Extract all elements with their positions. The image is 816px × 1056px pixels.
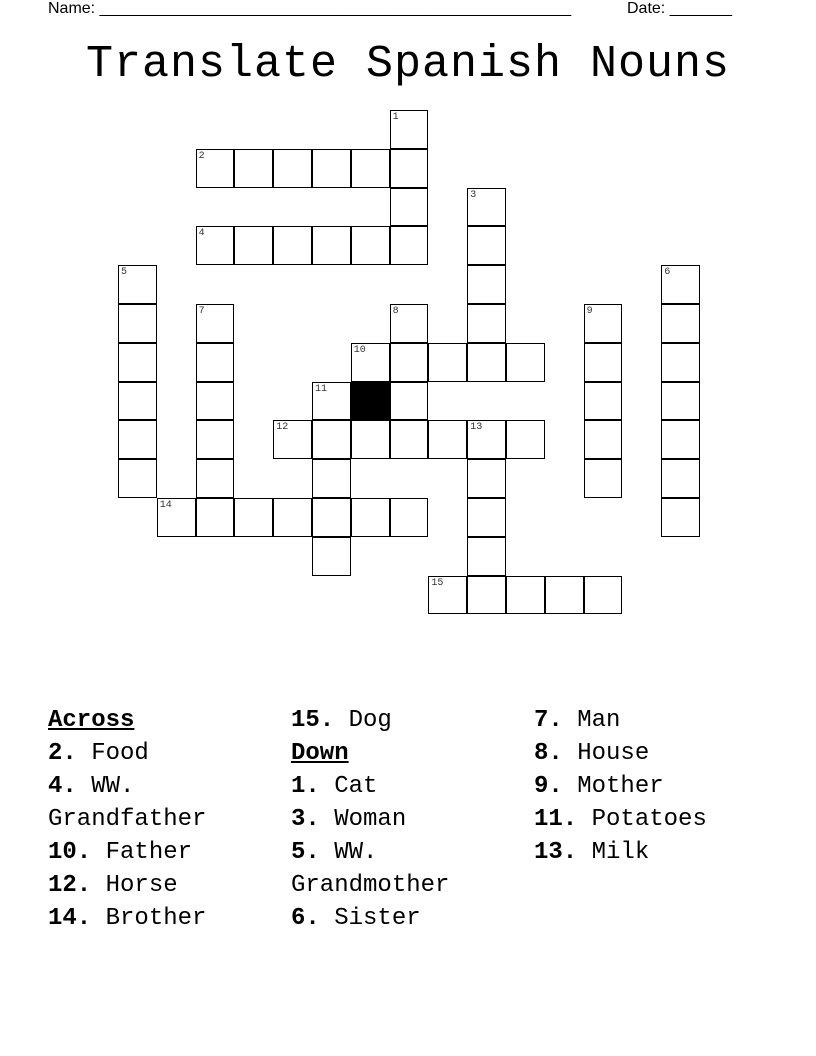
down-clue [291, 902, 526, 935]
puzzle-title: Translate Spanish Nouns [85, 39, 731, 90]
down-clue [534, 737, 774, 770]
grid-cell[interactable] [390, 343, 429, 382]
clue-text: Milk [577, 839, 650, 866]
cell-number: 8 [392, 306, 399, 317]
grid-cell[interactable] [584, 343, 623, 382]
grid-cell[interactable] [118, 420, 157, 459]
clue-text: Father [91, 839, 193, 866]
across-clue [48, 737, 283, 770]
grid-cell[interactable] [390, 110, 429, 149]
grid-cell[interactable] [234, 498, 273, 537]
grid-cell[interactable] [467, 343, 506, 382]
down-clue [291, 770, 526, 803]
clue-number: 8. [534, 740, 563, 767]
grid-cell[interactable] [584, 576, 623, 615]
grid-cell[interactable] [390, 382, 429, 421]
across-clue [48, 902, 283, 935]
grid-cell[interactable] [467, 304, 506, 343]
grid-cell[interactable] [506, 576, 545, 615]
grid-cell[interactable] [661, 343, 700, 382]
grid-cell[interactable] [312, 459, 351, 498]
clue-text: Man [562, 707, 621, 734]
clue-number: 7. [534, 707, 563, 734]
grid-cell[interactable] [661, 420, 700, 459]
grid-cell[interactable] [196, 226, 235, 265]
across-heading: Across [48, 707, 135, 734]
clue-text: Mother [562, 773, 664, 800]
grid-cell[interactable] [312, 498, 351, 537]
grid-cell[interactable] [273, 149, 312, 188]
grid-cell[interactable] [312, 382, 351, 421]
cell-number: 4 [198, 228, 205, 240]
grid-cell[interactable] [428, 420, 467, 459]
clue-text: Food [76, 740, 149, 767]
grid-cell[interactable] [467, 537, 506, 576]
grid-cell[interactable] [661, 304, 700, 343]
grid-cell[interactable] [390, 188, 429, 227]
grid-cell[interactable] [118, 265, 157, 304]
grid-cell[interactable] [506, 420, 545, 459]
grid-cell[interactable] [661, 498, 700, 537]
grid-cell[interactable] [273, 498, 312, 537]
down-clue [534, 704, 774, 737]
clue-text: Potatoes [577, 806, 707, 833]
cell-number: 15 [431, 577, 444, 589]
clue-text: Sister [319, 905, 421, 932]
cell-number: 13 [470, 422, 483, 434]
grid-cell[interactable] [390, 149, 429, 188]
clue-number: 1. [291, 773, 320, 800]
clue-text: Brother [91, 905, 207, 932]
grid-cell[interactable] [467, 188, 506, 227]
cell-number: 9 [586, 306, 593, 317]
clue-number: 3. [291, 806, 320, 833]
clue-number: 5. [291, 839, 320, 866]
across-clue [48, 770, 283, 836]
grid-cell[interactable] [312, 149, 351, 188]
clue-number: 2. [48, 740, 77, 767]
grid-cell[interactable] [196, 343, 235, 382]
cell-number: 3 [470, 189, 477, 201]
grid-cell[interactable] [312, 420, 351, 459]
clue-text: Dog [334, 707, 392, 734]
across-clue [48, 836, 283, 869]
grid-cell[interactable] [390, 420, 429, 459]
clue-number: 12. [48, 872, 92, 899]
clue-column-3 [534, 704, 774, 869]
grid-cell[interactable] [118, 304, 157, 343]
grid-cell[interactable] [390, 498, 429, 537]
down-clue [534, 770, 774, 803]
grid-cell[interactable] [118, 459, 157, 498]
grid-cell[interactable] [351, 226, 390, 265]
clue-number: 15. [291, 707, 335, 734]
cell-number: 11 [315, 383, 328, 395]
grid-cell[interactable] [312, 537, 351, 576]
grid-cell[interactable] [390, 226, 429, 265]
grid-cell[interactable] [196, 459, 235, 498]
clue-number: 13. [534, 839, 578, 866]
across-clue [48, 869, 283, 902]
cell-number: 14 [159, 500, 172, 511]
across-clue [291, 704, 526, 737]
grid-cell[interactable] [584, 459, 623, 498]
grid-cell[interactable] [467, 576, 506, 615]
grid-cell[interactable] [390, 304, 429, 343]
grid-cell[interactable] [661, 382, 700, 421]
down-clue [534, 836, 774, 869]
clue-number: 10. [48, 839, 92, 866]
cell-number: 12 [276, 422, 289, 434]
grid-cell[interactable] [196, 382, 235, 421]
grid-cell[interactable] [661, 459, 700, 498]
clue-number: 6. [291, 905, 320, 932]
cell-number: 10 [353, 344, 366, 356]
grid-cell[interactable] [661, 265, 700, 304]
clue-text: Cat [319, 773, 378, 800]
cell-number: 6 [664, 267, 671, 279]
grid-cell[interactable] [506, 343, 545, 382]
clue-number: 4. [48, 773, 77, 800]
grid-cell[interactable] [157, 498, 196, 537]
clue-column-1 [48, 704, 283, 935]
cell-number: 1 [392, 112, 399, 123]
grid-cell[interactable] [467, 459, 506, 498]
grid-cell[interactable] [196, 304, 235, 343]
grid-cell[interactable] [196, 149, 235, 188]
date-field-label: Date: _______ [627, 0, 732, 17]
clue-column-2 [291, 704, 526, 935]
down-clue [291, 836, 526, 902]
grid-cell[interactable] [467, 420, 506, 459]
grid-cell[interactable] [234, 226, 273, 265]
clue-text: Woman [319, 806, 407, 833]
grid-cell[interactable] [584, 304, 623, 343]
grid-cell[interactable] [118, 343, 157, 382]
grid-cell[interactable] [273, 420, 312, 459]
grid-cell[interactable] [467, 265, 506, 304]
grid-cell[interactable] [428, 576, 467, 615]
cell-number: 2 [198, 150, 205, 162]
clue-number: 9. [534, 773, 563, 800]
grid-cell[interactable] [273, 226, 312, 265]
grid-cell[interactable] [234, 149, 273, 188]
grid-block-cell [351, 382, 390, 421]
grid-cell[interactable] [196, 498, 235, 537]
cell-number: 5 [121, 267, 128, 279]
down-clue [534, 803, 774, 836]
down-heading: Down [291, 740, 349, 767]
grid-cell[interactable] [545, 576, 584, 615]
grid-cell[interactable] [312, 226, 351, 265]
grid-cell[interactable] [351, 420, 390, 459]
clue-text: Horse [91, 872, 178, 899]
clue-text: House [562, 740, 650, 767]
cell-number: 7 [198, 306, 205, 317]
grid-cell[interactable] [118, 382, 157, 421]
grid-cell[interactable] [351, 149, 390, 188]
clue-text: WW. Grandmother [291, 839, 450, 899]
grid-cell[interactable] [351, 343, 390, 382]
name-field-label: Name: _____________________________________________________ [48, 0, 572, 17]
grid-cell[interactable] [584, 382, 623, 421]
clue-number: 14. [48, 905, 92, 932]
grid-cell[interactable] [428, 343, 467, 382]
clue-text: WW. Grandfather [48, 773, 207, 833]
clue-number: 11. [534, 806, 578, 833]
down-clue [291, 803, 526, 836]
grid-cell[interactable] [467, 226, 506, 265]
grid-cell[interactable] [584, 420, 623, 459]
grid-cell[interactable] [351, 498, 390, 537]
grid-cell[interactable] [467, 498, 506, 537]
grid-cell[interactable] [196, 420, 235, 459]
